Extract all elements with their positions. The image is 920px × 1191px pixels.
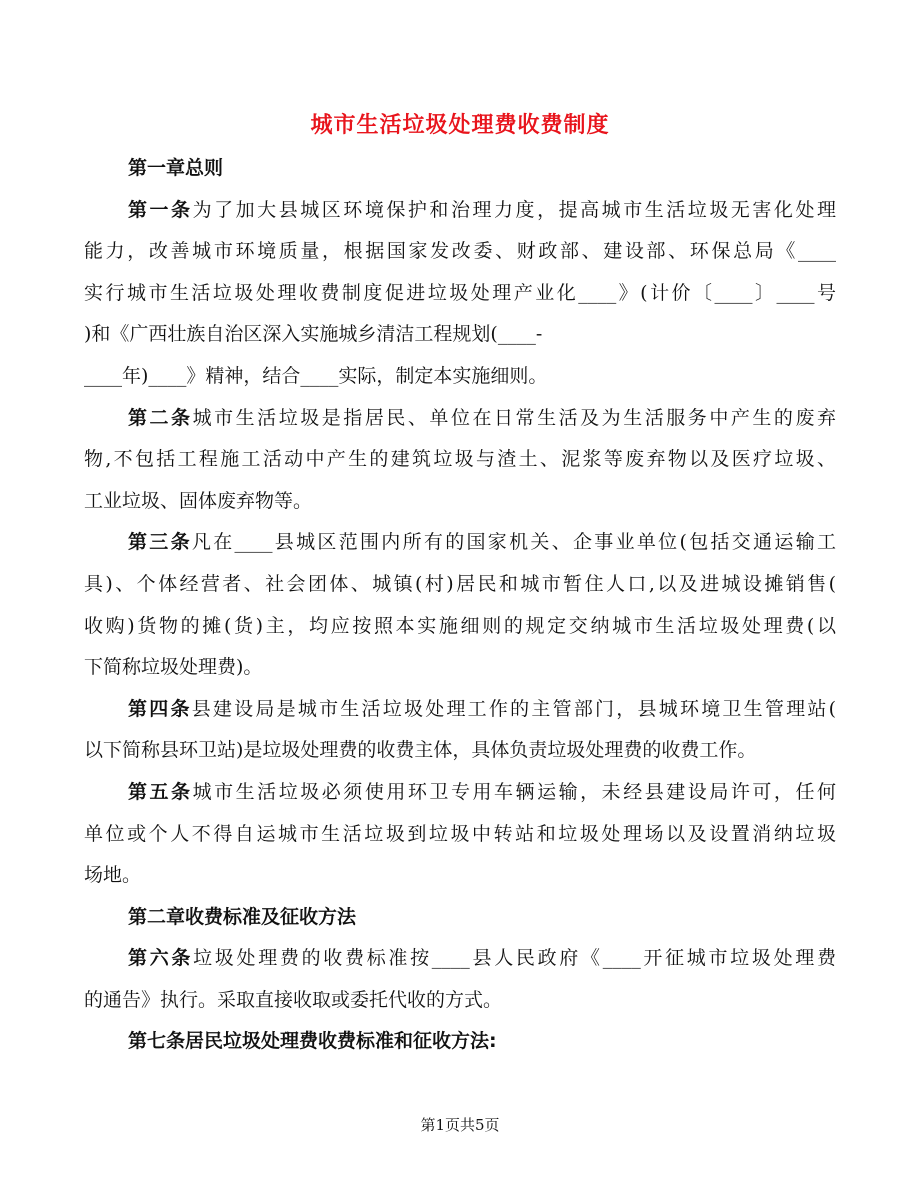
chapter-heading: 第二章收费标准及征收方法 <box>128 905 357 928</box>
document-body <box>84 148 836 1063</box>
article-lead: 第六条 <box>128 947 194 970</box>
article-lead: 第二条 <box>128 406 193 429</box>
article-lead: 第五条 <box>128 780 193 803</box>
article-1: 第一条为了加大县城区环境保护和治理力度，提高城市生活垃圾无害化处理 能力，改善城市环境质量，根据国家发改委、财政部、建设部、环保总局《____ 实行城市生活垃圾处理收费制度促进垃圾处理产业化____》(计价〔____〕____号 )和《广西壮族自治区深入实施城乡清洁工程规划(____- ____年)____》精神，结合____实际，制定本实施细则。 <box>84 198 836 387</box>
document-title: 城市生活垃圾处理费收费制度 <box>310 112 610 138</box>
article-lead: 第三条 <box>128 531 192 554</box>
article-2: 第二条城市生活垃圾是指居民、单位在日常生活及为生活服务中产生的废弃 物,不包括工程施工活动中产生的建筑垃圾与渣土、泥浆等废弃物以及医疗垃圾、 工业垃圾、固体废弃物等。 <box>84 406 836 512</box>
chapter-heading: 第一章总则 <box>128 157 224 179</box>
article-4: 第四条县建设局是城市生活垃圾处理工作的主管部门，县城环境卫生管理站( 以下简称县环卫站)是垃圾处理费的收费主体，具体负责垃圾处理费的收费工作。 <box>84 697 836 762</box>
article-lead: 第四条 <box>128 697 192 720</box>
article-lead: 第一条 <box>128 198 193 221</box>
article-6: 第六条垃圾处理费的收费标准按____县人民政府《____开征城市垃圾处理费 的通告》执行。采取直接收取或委托代收的方式。 <box>84 947 836 1011</box>
article-lead: 第七条居民垃圾处理费收费标准和征收方法: <box>128 1030 497 1053</box>
page-number: 第1页共5页 <box>420 1116 500 1134</box>
article-5: 第五条城市生活垃圾必须使用环卫专用车辆运输，未经县建设局许可，任何 单位或个人不得自运城市生活垃圾到垃圾中转站和垃圾处理场以及设置消纳垃圾 场地。 <box>84 780 836 887</box>
article-7 <box>84 1021 836 1063</box>
article-3: 第三条凡在____县城区范围内所有的国家机关、企事业单位(包括交通运输工 具)、个体经营者、社会团体、城镇(村)居民和城市暂住人口,以及进城设摊销售( 收购)货物的摊(货)主，均应按照本实施细则的规定交纳城市生活垃圾处理费(以 下简称垃圾处理费)。 <box>84 531 836 679</box>
